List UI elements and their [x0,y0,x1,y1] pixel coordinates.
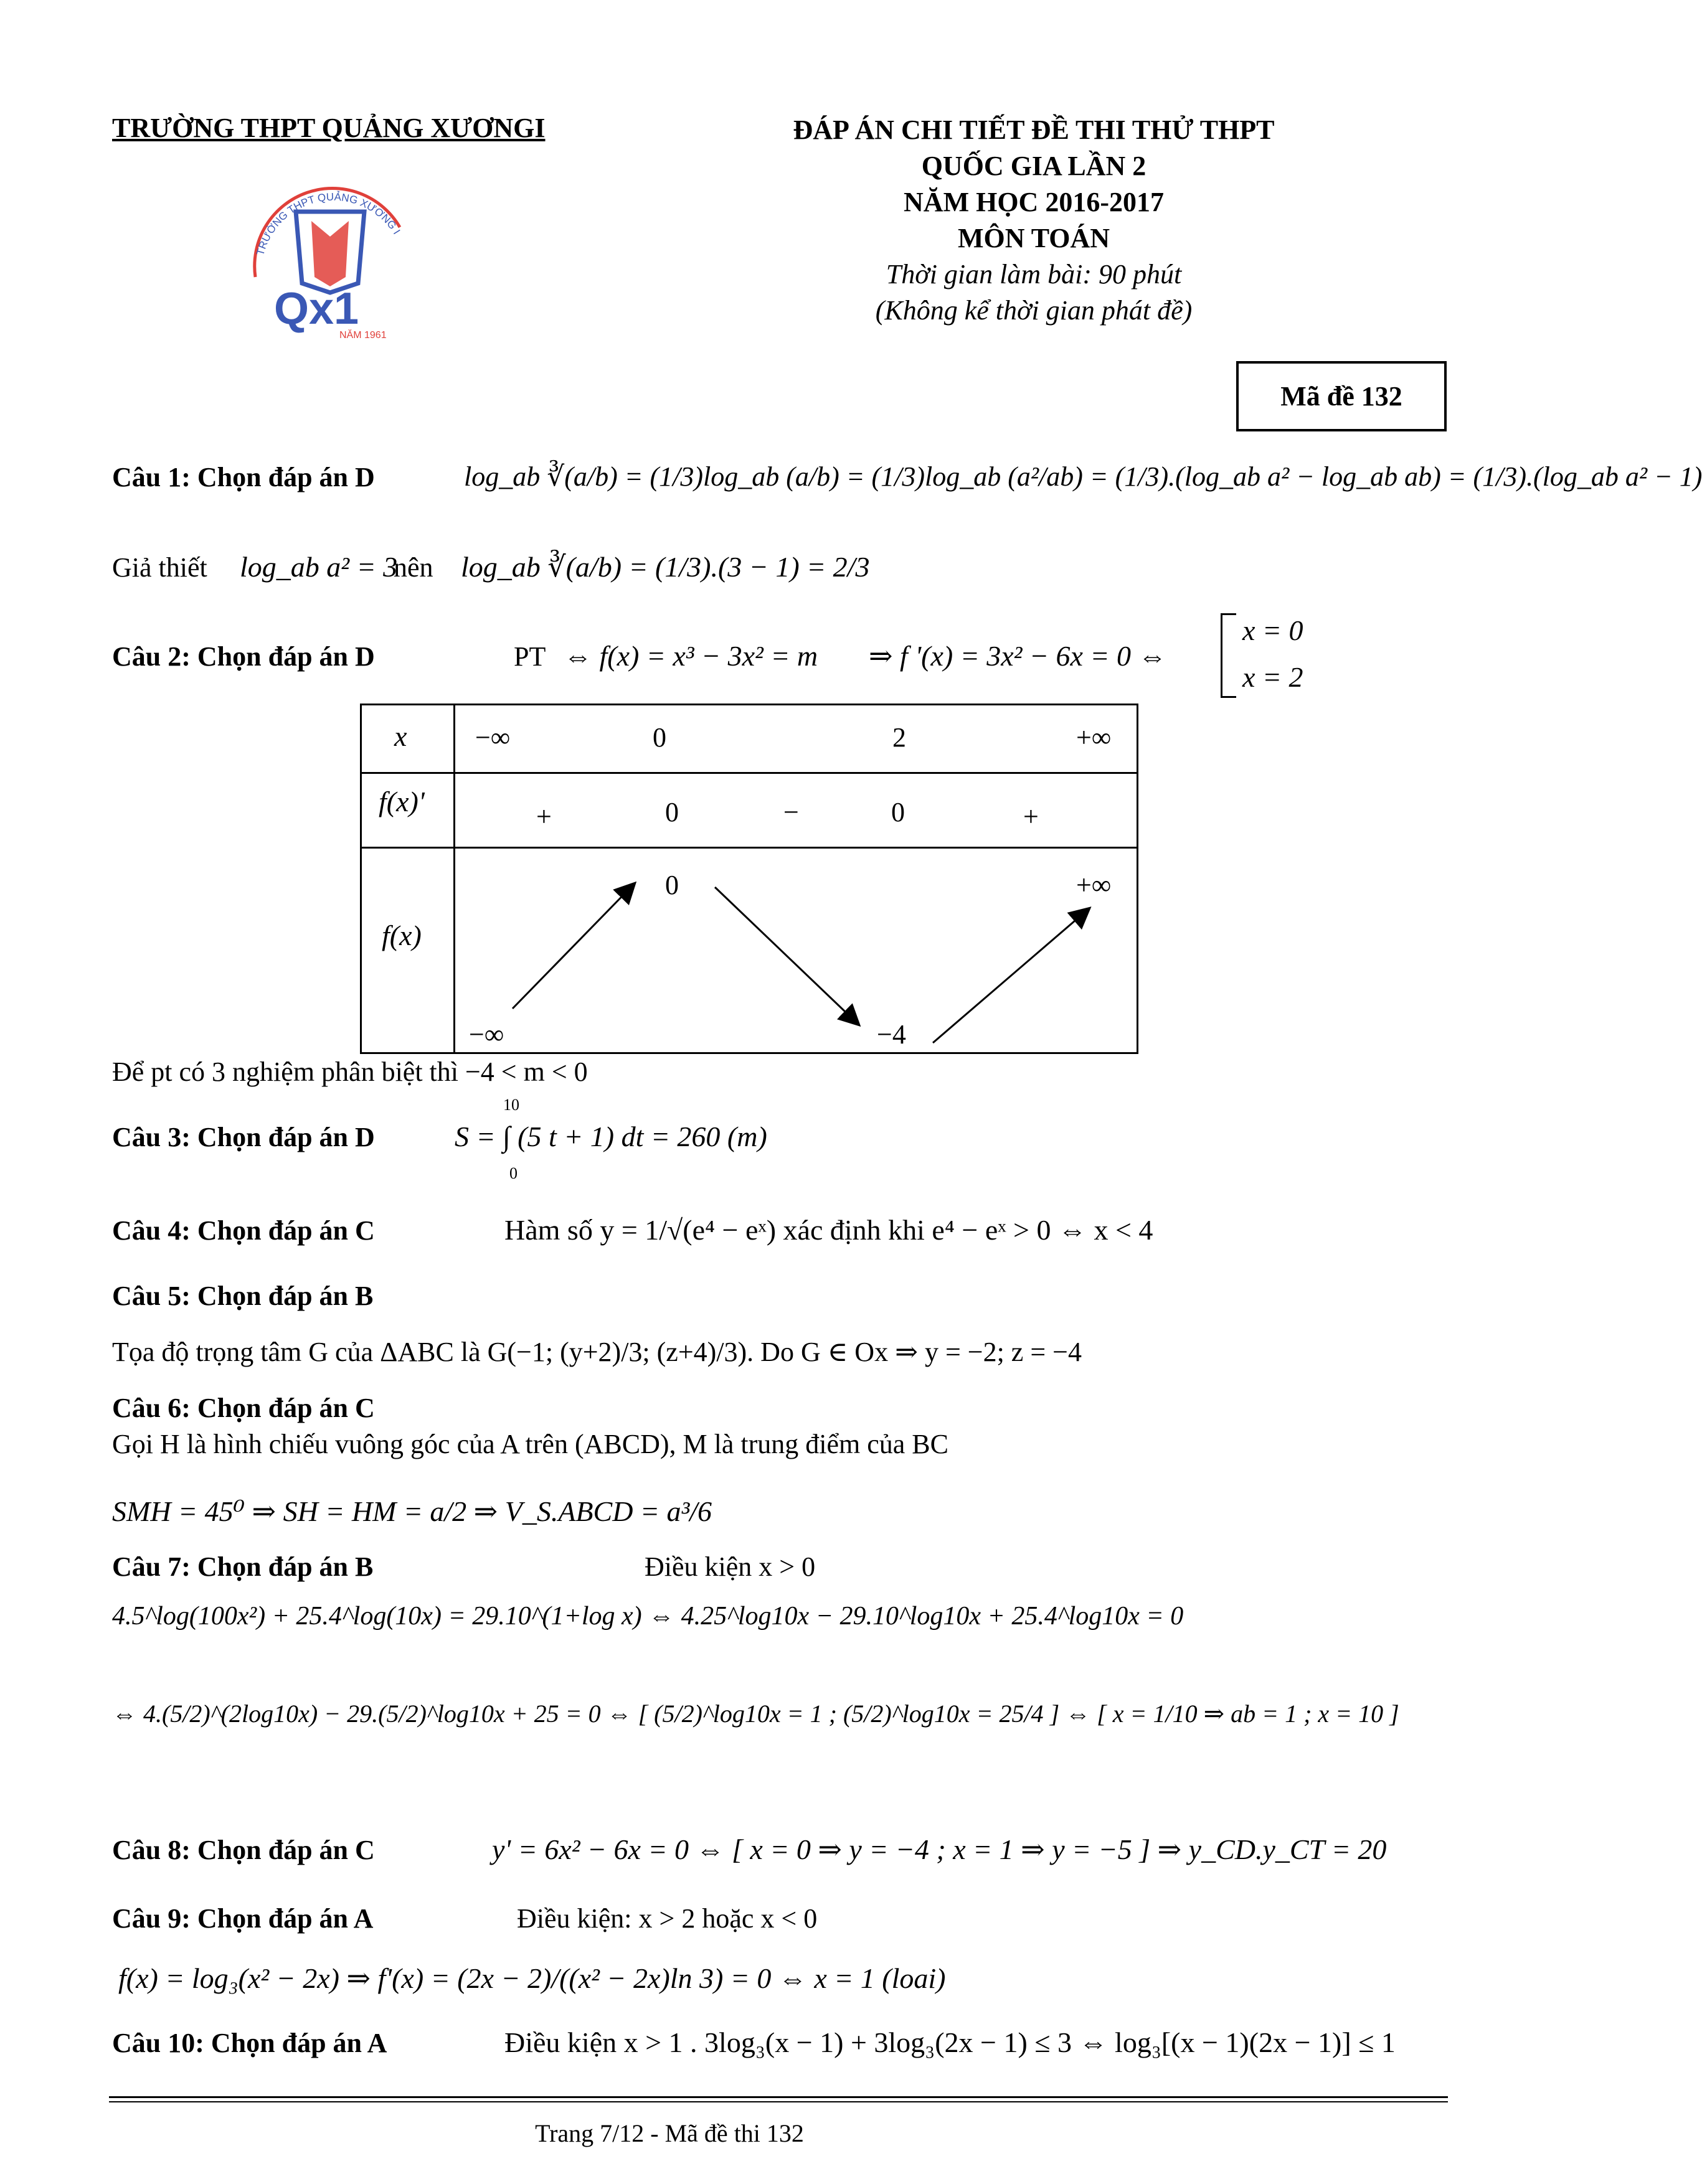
exam-time: Thời gian làm bài: 90 phút [886,259,1182,289]
q5-label: Câu 5: Chọn đáp án B [112,1281,374,1311]
footer-rule-2 [109,2101,1448,2102]
q7-line-2: ⇔ 4.(5/2)^(2log10x) − 29.(5/2)^log10x + 25 = 0 ⇔ [ (5/2)^log10x = 1 ; (5/2)^log10x = 25/4 ] ⇔ [ x = 1/10 ⇒ ab = 1 ; x = 10 ] [112,1700,1399,1728]
arrow-up-2 [933,909,1089,1043]
fp-label: f(x)' [379,786,425,817]
fp-value-5: + [1023,801,1039,832]
q2-root-2: x = 2 [1242,661,1303,693]
q2-derivative: ⇒ f '(x) = 3x² − 6x = 0 ⇔ [869,640,1167,672]
q4-label: Câu 4: Chọn đáp án C [112,1215,375,1246]
f-value-3: −4 [877,1019,906,1050]
exam-title-line-3: NĂM HỌC 2016-2017 [904,187,1164,217]
variation-arrows [360,704,1138,1052]
school-logo-svg [237,177,423,346]
q3-upper-bound: 10 [503,1096,519,1114]
footer-page: Trang 7/12 - Mã đề thi 132 [535,2119,804,2147]
q2-roots-bracket [1221,613,1236,698]
q6-label: Câu 6: Chọn đáp án C [112,1393,375,1423]
q4-text: Hàm số y = 1/√(e⁴ − eˣ) xác định khi e⁴ − eˣ > 0 ⇔ x < 4 [504,1214,1153,1246]
q1-formula: log_ab ∛(a/b) = (1/3)log_ab (a/b) = (1/3)log_ab (a²/ab) = (1/3).(log_ab a² − log_ab ab) = (1/3).(log_ab a² − 1) [464,461,1702,492]
q3-formula: S = ∫ (5 t + 1) dt = 260 (m) [455,1121,767,1152]
q3-lower-bound: 0 [509,1164,518,1182]
fp-value-4: 0 [891,797,905,827]
q9-text: f(x) = log₃(x² − 2x) ⇒ f'(x) = (2x − 2)/((x² − 2x)ln 3) = 0 ⇔ x = 1 (loai) [118,1962,946,1994]
logo-ring-text: TRƯỜNG THPT QUẢNG XƯƠNG I [254,191,403,257]
logo-year: NĂM 1961 [339,330,387,341]
x-value-3: 2 [892,722,906,753]
fp-value-1: + [536,801,552,832]
x-value-2: 0 [653,722,666,753]
exam-note: (Không kể thời gian phát đề) [875,295,1193,326]
school-name: TRƯỜNG THPT QUẢNG XƯƠNGI [112,113,546,143]
x-label: x [394,720,407,752]
q8-label: Câu 8: Chọn đáp án C [112,1835,375,1865]
q10-label: Câu 10: Chọn đáp án A [112,2028,387,2058]
exam-code-box [1236,361,1447,431]
q1-result-formula: log_ab ∛(a/b) = (1/3).(3 − 1) = 2/3 [461,551,870,583]
f-value-4: +∞ [1076,870,1112,900]
exam-code: Mã đề 132 [1280,381,1402,412]
x-value-1: −∞ [475,722,511,753]
q7-condition: Điều kiện x > 0 [645,1551,816,1582]
q2-root-1: x = 0 [1242,614,1303,646]
footer-rule-1 [109,2096,1448,2098]
exam-title-line-4: MÔN TOÁN [957,223,1110,253]
q1-premise-nen: nên [394,552,433,583]
q1-label: Câu 1: Chọn đáp án D [112,462,375,492]
q6-text-2: SMH = 45⁰ ⇒ SH = HM = a/2 ⇒ V_S.ABCD = a³/6 [112,1495,712,1527]
arrow-up-1 [513,884,634,1009]
f-label: f(x) [382,920,422,951]
q9-condition: Điều kiện: x > 2 hoặc x < 0 [517,1903,818,1934]
logo-torch-shape [311,221,349,286]
arrow-down [715,887,858,1024]
q1-premise-formula: log_ab a² = 3 [240,551,398,583]
variation-table [360,704,1138,1052]
q2-pt: PT [514,641,546,672]
fp-value-2: 0 [665,797,679,827]
q8-text: y' = 6x² − 6x = 0 ⇔ [ x = 0 ⇒ y = −4 ; x = 1 ⇒ y = −5 ] ⇒ y_CD.y_CT = 20 [492,1833,1387,1865]
school-name-wrap [112,112,546,144]
school-logo [237,177,423,346]
q6-text-1: Gọi H là hình chiếu vuông góc của A trên (ABCD), M là trung điểm của BC [112,1429,948,1459]
q5-text: Tọa độ trọng tâm G của ΔABC là G(−1; (y+2)/3; (z+4)/3). Do G ∈ Ox ⇒ y = −2; z = −4 [112,1337,1082,1367]
x-value-4: +∞ [1076,722,1112,753]
q7-label: Câu 7: Chọn đáp án B [112,1551,374,1582]
exam-title-line-2: QUỐC GIA LẦN 2 [921,151,1146,181]
q3-label: Câu 3: Chọn đáp án D [112,1122,375,1152]
logo-brand: Qx1 [274,284,359,334]
q2-conclusion: Để pt có 3 nghiệm phân biệt thì −4 < m < 0 [112,1057,588,1087]
fp-value-3: − [783,797,799,827]
q1-premise-label: Giả thiết [112,552,207,583]
q2-label: Câu 2: Chọn đáp án D [112,641,375,672]
q7-line-1: 4.5^log(100x²) + 25.4^log(10x) = 29.10^(1+log x) ⇔ 4.25^log10x − 29.10^log10x + 25.4^log10x = 0 [112,1602,1184,1631]
exam-title-block [754,112,1314,329]
exam-title-line-1: ĐÁP ÁN CHI TIẾT ĐỀ THI THỬ THPT [793,115,1275,145]
q10-text: Điều kiện x > 1 . 3log₃(x − 1) + 3log₃(2x − 1) ≤ 3 ⇔ log₃[(x − 1)(2x − 1)] ≤ 1 [504,2026,1396,2058]
f-value-1: −∞ [469,1019,504,1050]
q9-label: Câu 9: Chọn đáp án A [112,1903,374,1934]
q2-equation: ⇔ f(x) = x³ − 3x² = m [564,640,818,672]
f-value-2: 0 [665,870,679,900]
